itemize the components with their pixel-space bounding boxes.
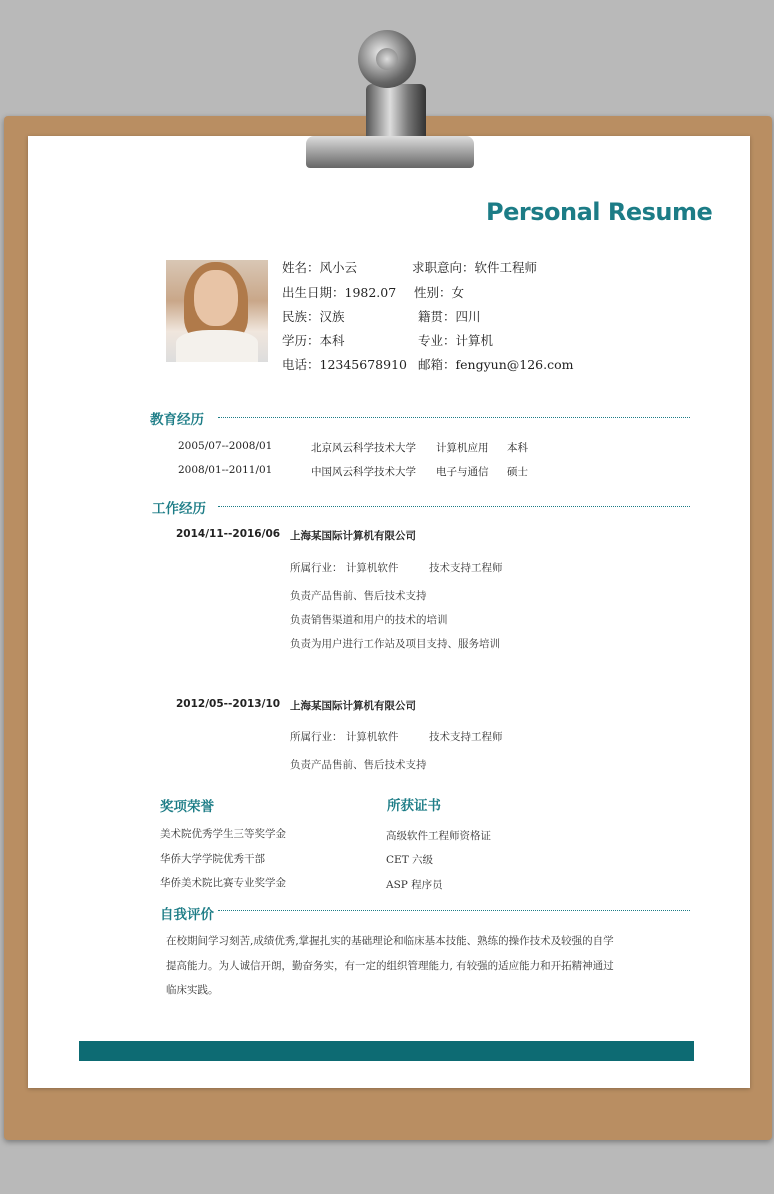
binder-clip-icon [296, 24, 476, 174]
divider [218, 417, 690, 418]
job-company: 上海某国际计算机有限公司 [290, 530, 416, 542]
certificates-heading: 所获证书 [387, 798, 441, 814]
self-heading: 自我评价 [160, 907, 214, 923]
job-period: 2014/11--2016/06 [176, 528, 281, 540]
edu-period: 2008/01--2011/01 [178, 464, 273, 476]
job-duty: 负责产品售前、售后技术支持 [290, 590, 427, 602]
gender-field: 性别：女 [414, 285, 465, 300]
job-company: 上海某国际计算机有限公司 [290, 700, 416, 712]
job-role: 技术支持工程师 [429, 731, 503, 743]
job-duty [290, 757, 427, 764]
name-field: 姓名：风小云 [282, 260, 358, 275]
edu-degree: 本科 [507, 442, 528, 454]
divider [218, 506, 690, 507]
work-heading: 工作经历 [152, 501, 206, 517]
education-field: 学历：本科 [282, 333, 345, 348]
edu-school: 北京风云科学技术大学 [311, 442, 416, 454]
footer-band [79, 1041, 694, 1061]
award-item: 华侨美术院比赛专业奖学金 [160, 877, 286, 889]
award-item: 华侨大学学院优秀干部 [160, 853, 265, 865]
self-line: 提高能力。为人诚信开朗，勤奋务实，有一定的组织管理能力, 有较强的适应能力和开拓精神通过 [166, 960, 614, 972]
edu-major: 电子与通信 [436, 466, 489, 478]
edu-school: 中国风云科学技术大学 [311, 466, 416, 478]
job-industry: 所属行业： 计算机软件 [290, 562, 399, 574]
major-field: 专业：计算机 [418, 333, 494, 348]
job-duty: 负责销售渠道和用户的技术的培训 [290, 614, 448, 626]
job-duty: 负责为用户进行工作站及项目支持、服务培训 [290, 638, 500, 650]
job-role: 技术支持工程师 [429, 562, 503, 574]
certificate-item: CET 六级 [386, 854, 434, 866]
job-period: 2012/05--2013/10 [176, 698, 281, 710]
ethnicity-field: 民族：汉族 [282, 309, 345, 324]
award-item: 美术院优秀学生三等奖学金 [160, 828, 286, 840]
birth-field: 出生日期：1982.07 [282, 285, 397, 300]
edu-major: 计算机应用 [436, 442, 489, 454]
education-heading: 教育经历 [150, 412, 204, 428]
divider [218, 910, 690, 911]
edu-degree: 硕士 [507, 466, 528, 478]
origin-field: 籍贯：四川 [418, 309, 481, 324]
self-line: 临床实践。 [166, 984, 219, 996]
objective-field: 求职意向：软件工程师 [412, 260, 538, 275]
email-field: 邮箱：fengyun@126.com [418, 357, 574, 372]
phone-field: 电话：12345678910 [282, 357, 407, 372]
self-line: 在校期间学习刻苦,成绩优秀,掌握扎实的基础理论和临床基本技能、熟练的操作技术及较强的自学 [166, 935, 614, 947]
profile-photo [166, 260, 268, 362]
job-industry: 所属行业： 计算机软件 [290, 731, 399, 743]
resume-title: Personal Resume [486, 198, 713, 226]
awards-heading: 奖项荣誉 [160, 799, 214, 815]
certificate-item: ASP 程序员 [386, 879, 443, 891]
edu-period: 2005/07--2008/01 [178, 440, 273, 452]
certificate-item: 高级软件工程师资格证 [386, 830, 491, 842]
